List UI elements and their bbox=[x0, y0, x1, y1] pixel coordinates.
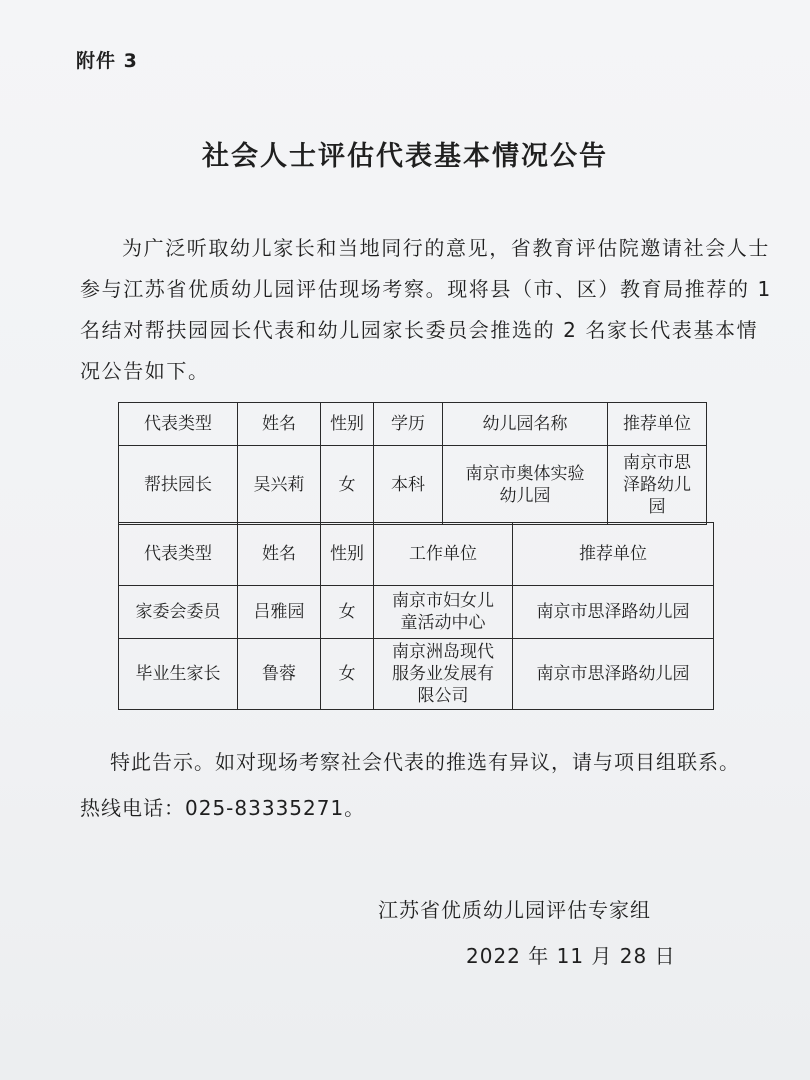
cell-name: 吕雅园 bbox=[238, 586, 321, 639]
cell-recommender: 南京市思 泽路幼儿 园 bbox=[608, 446, 707, 525]
hotline-text: 热线电话：025-83335271。 bbox=[80, 796, 366, 820]
parents-table bbox=[118, 522, 714, 710]
header-cell: 学历 bbox=[374, 403, 443, 446]
cell-education: 本科 bbox=[374, 446, 443, 525]
header-cell: 推荐单位 bbox=[513, 523, 714, 586]
cell-type: 毕业生家长 bbox=[119, 639, 238, 710]
table-row bbox=[119, 639, 714, 710]
principal-table bbox=[118, 402, 707, 525]
header-cell: 姓名 bbox=[238, 523, 321, 586]
cell-gender: 女 bbox=[321, 446, 374, 525]
document-title: 社会人士评估代表基本情况公告 bbox=[202, 141, 608, 172]
header-cell: 姓名 bbox=[238, 403, 321, 446]
cell-gender: 女 bbox=[321, 639, 374, 710]
table-header-row bbox=[119, 523, 714, 586]
cell-recommender: 南京市思泽路幼儿园 bbox=[513, 639, 714, 710]
header-cell: 代表类型 bbox=[119, 403, 238, 446]
cell-gender: 女 bbox=[321, 586, 374, 639]
cell-type: 家委会委员 bbox=[119, 586, 238, 639]
intro-line: 况公告如下。 bbox=[80, 359, 210, 383]
intro-line: 参与江苏省优质幼儿园评估现场考察。现将县（市、区）教育局推荐的 1 bbox=[80, 277, 772, 301]
cell-workplace: 南京市妇女儿 童活动中心 bbox=[374, 586, 513, 639]
signing-date: 2022 年 11 月 28 日 bbox=[466, 944, 676, 968]
header-cell: 代表类型 bbox=[119, 523, 238, 586]
cell-recommender: 南京市思泽路幼儿园 bbox=[513, 586, 714, 639]
table-row bbox=[119, 586, 714, 639]
cell-name: 吴兴莉 bbox=[238, 446, 321, 525]
attachment-label: 附件 3 bbox=[76, 50, 138, 72]
table-header-row bbox=[119, 403, 707, 446]
header-cell: 性别 bbox=[321, 403, 374, 446]
signing-organization: 江苏省优质幼儿园评估专家组 bbox=[378, 898, 651, 922]
intro-paragraph bbox=[80, 228, 780, 392]
cell-type: 帮扶园长 bbox=[119, 446, 238, 525]
header-cell: 幼儿园名称 bbox=[443, 403, 608, 446]
intro-line: 为广泛听取幼儿家长和当地同行的意见，省教育评估院邀请社会人士 bbox=[122, 236, 770, 260]
header-cell: 推荐单位 bbox=[608, 403, 707, 446]
table-row bbox=[119, 446, 707, 525]
cell-kindergarten: 南京市奥体实验 幼儿园 bbox=[443, 446, 608, 525]
header-cell: 性别 bbox=[321, 523, 374, 586]
notice-text: 特此告示。如对现场考察社会代表的推选有异议，请与项目组联系。 bbox=[110, 750, 740, 774]
intro-line: 名结对帮扶园园长代表和幼儿园家长委员会推选的 2 名家长代表基本情 bbox=[80, 318, 759, 342]
cell-name: 鲁蓉 bbox=[238, 639, 321, 710]
header-cell: 工作单位 bbox=[374, 523, 513, 586]
cell-workplace: 南京洲岛现代 服务业发展有 限公司 bbox=[374, 639, 513, 710]
